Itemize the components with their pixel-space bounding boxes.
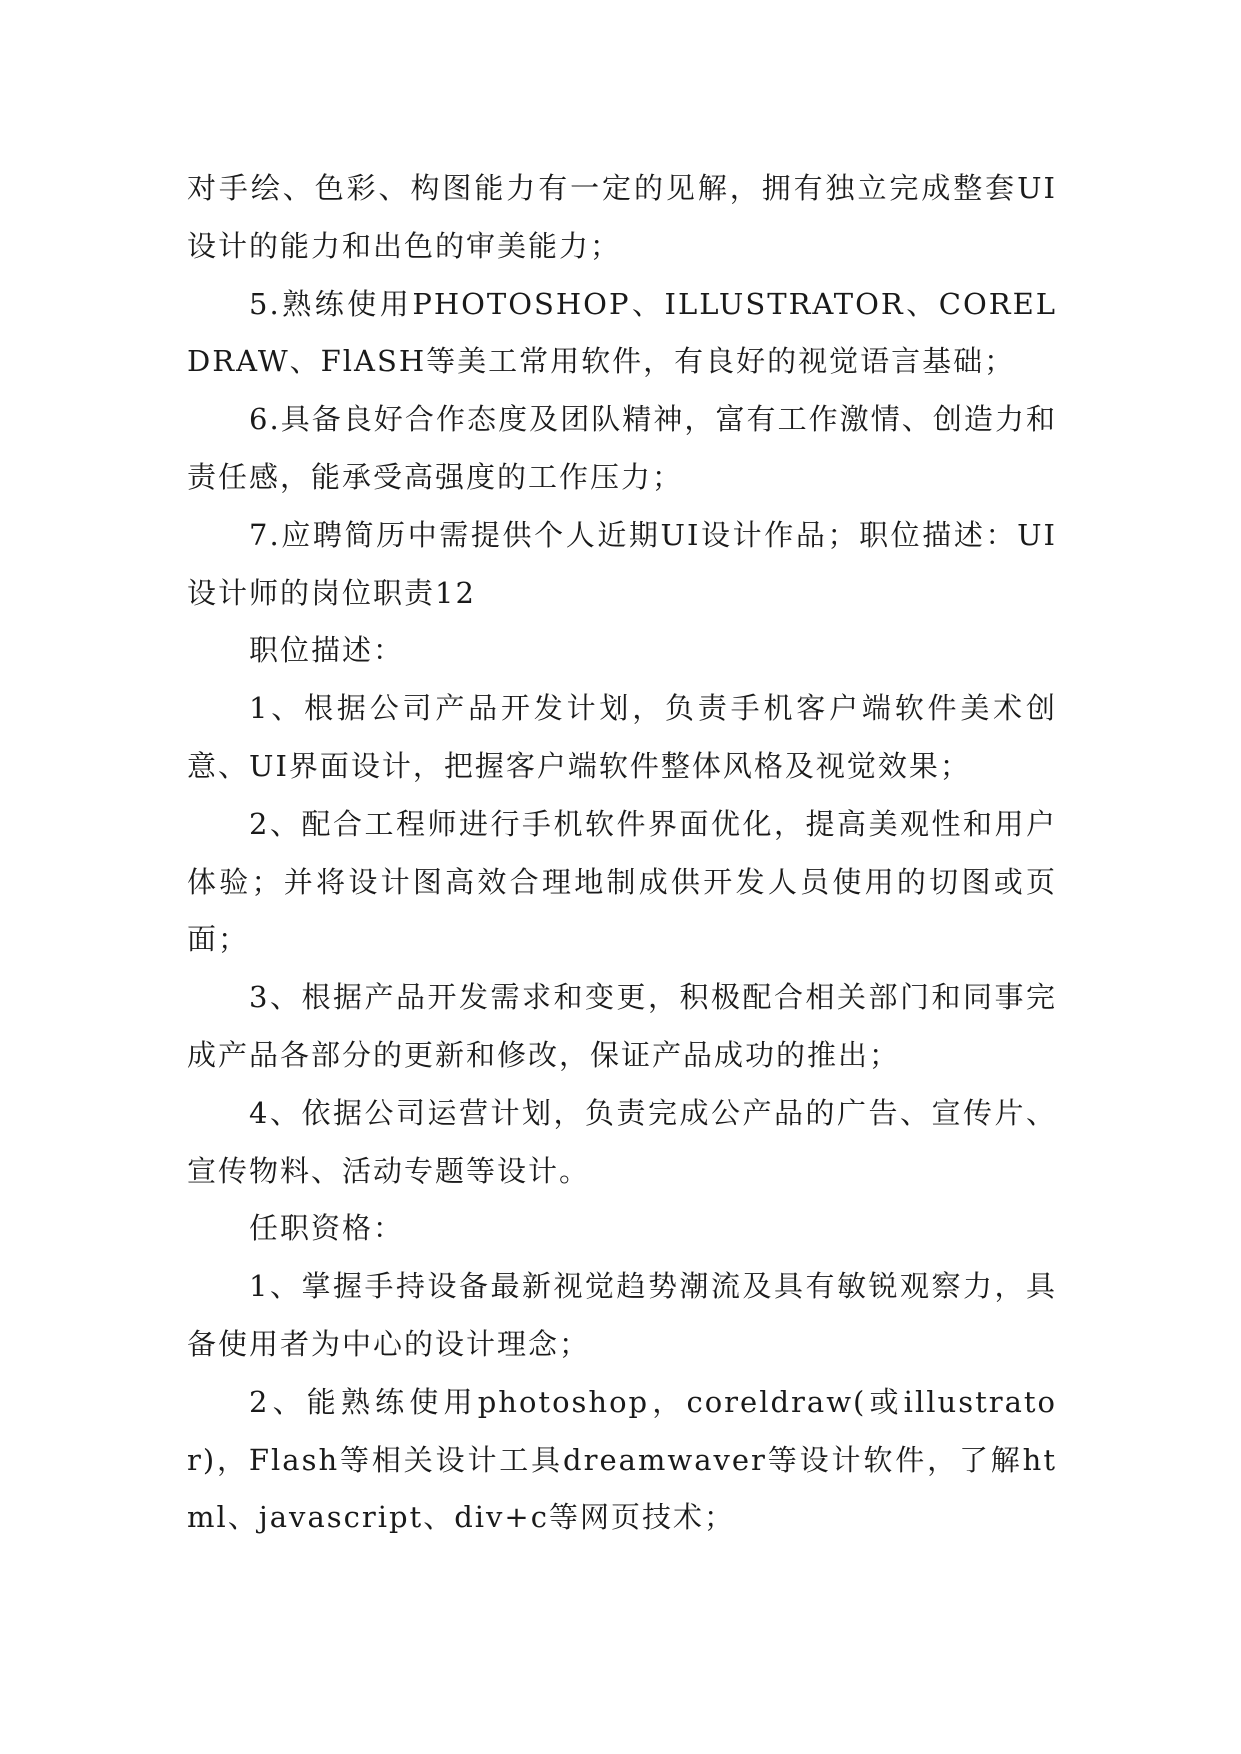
section-heading-job-description: 职位描述： <box>249 633 405 668</box>
section-heading-qualifications: 任职资格： <box>249 1211 405 1246</box>
paragraph-teamwork: 6.具备良好合作态度及团队精神，富有工作激情、创造力和责任感，能承受高强度的工作压力； <box>187 402 1057 494</box>
paragraph-duty-4: 4、依据公司运营计划，负责完成公产品的广告、宣传片、宣传物料、活动专题等设计。 <box>187 1095 1057 1188</box>
paragraph-duty-2: 2、配合工程师进行手机软件界面优化，提高美观性和用户体验；并将设计图高效合理地制成供开发人员使用的切图或页面； <box>187 806 1057 957</box>
paragraph-duty-1: 1、根据公司产品开发计划，负责手机客户端软件美术创意、UI界面设计，把握客户端软件整体风格及视觉效果； <box>187 691 1057 783</box>
paragraph-software-skills: 5.熟练使用PHOTOSHOP、ILLUSTRATOR、CORELDRAW、FlASH等美工常用软件，有良好的视觉语言基础； <box>187 286 1057 379</box>
paragraph-qualification-2: 2、能熟练使用photoshop，coreldraw(或illustrator)，Flash等相关设计工具dreamwaver等设计软件，了解html、javascript、div+c等网页技术； <box>187 1384 1057 1535</box>
paragraph-duty-3: 3、根据产品开发需求和变更，积极配合相关部门和同事完成产品各部分的更新和修改，保证产品成功的推出； <box>187 980 1057 1072</box>
paragraph-qualification-1: 1、掌握手持设备最新视觉趋势潮流及具有敏锐观察力，具备使用者为中心的设计理念； <box>187 1269 1057 1361</box>
document-body <box>187 160 1057 1547</box>
paragraph-portfolio: 7.应聘简历中需提供个人近期UI设计作品；职位描述：UI设计师的岗位职责12 <box>187 517 1057 610</box>
paragraph-skills-intro: 对手绘、色彩、构图能力有一定的见解，拥有独立完成整套UI设计的能力和出色的审美能力； <box>187 171 1057 263</box>
